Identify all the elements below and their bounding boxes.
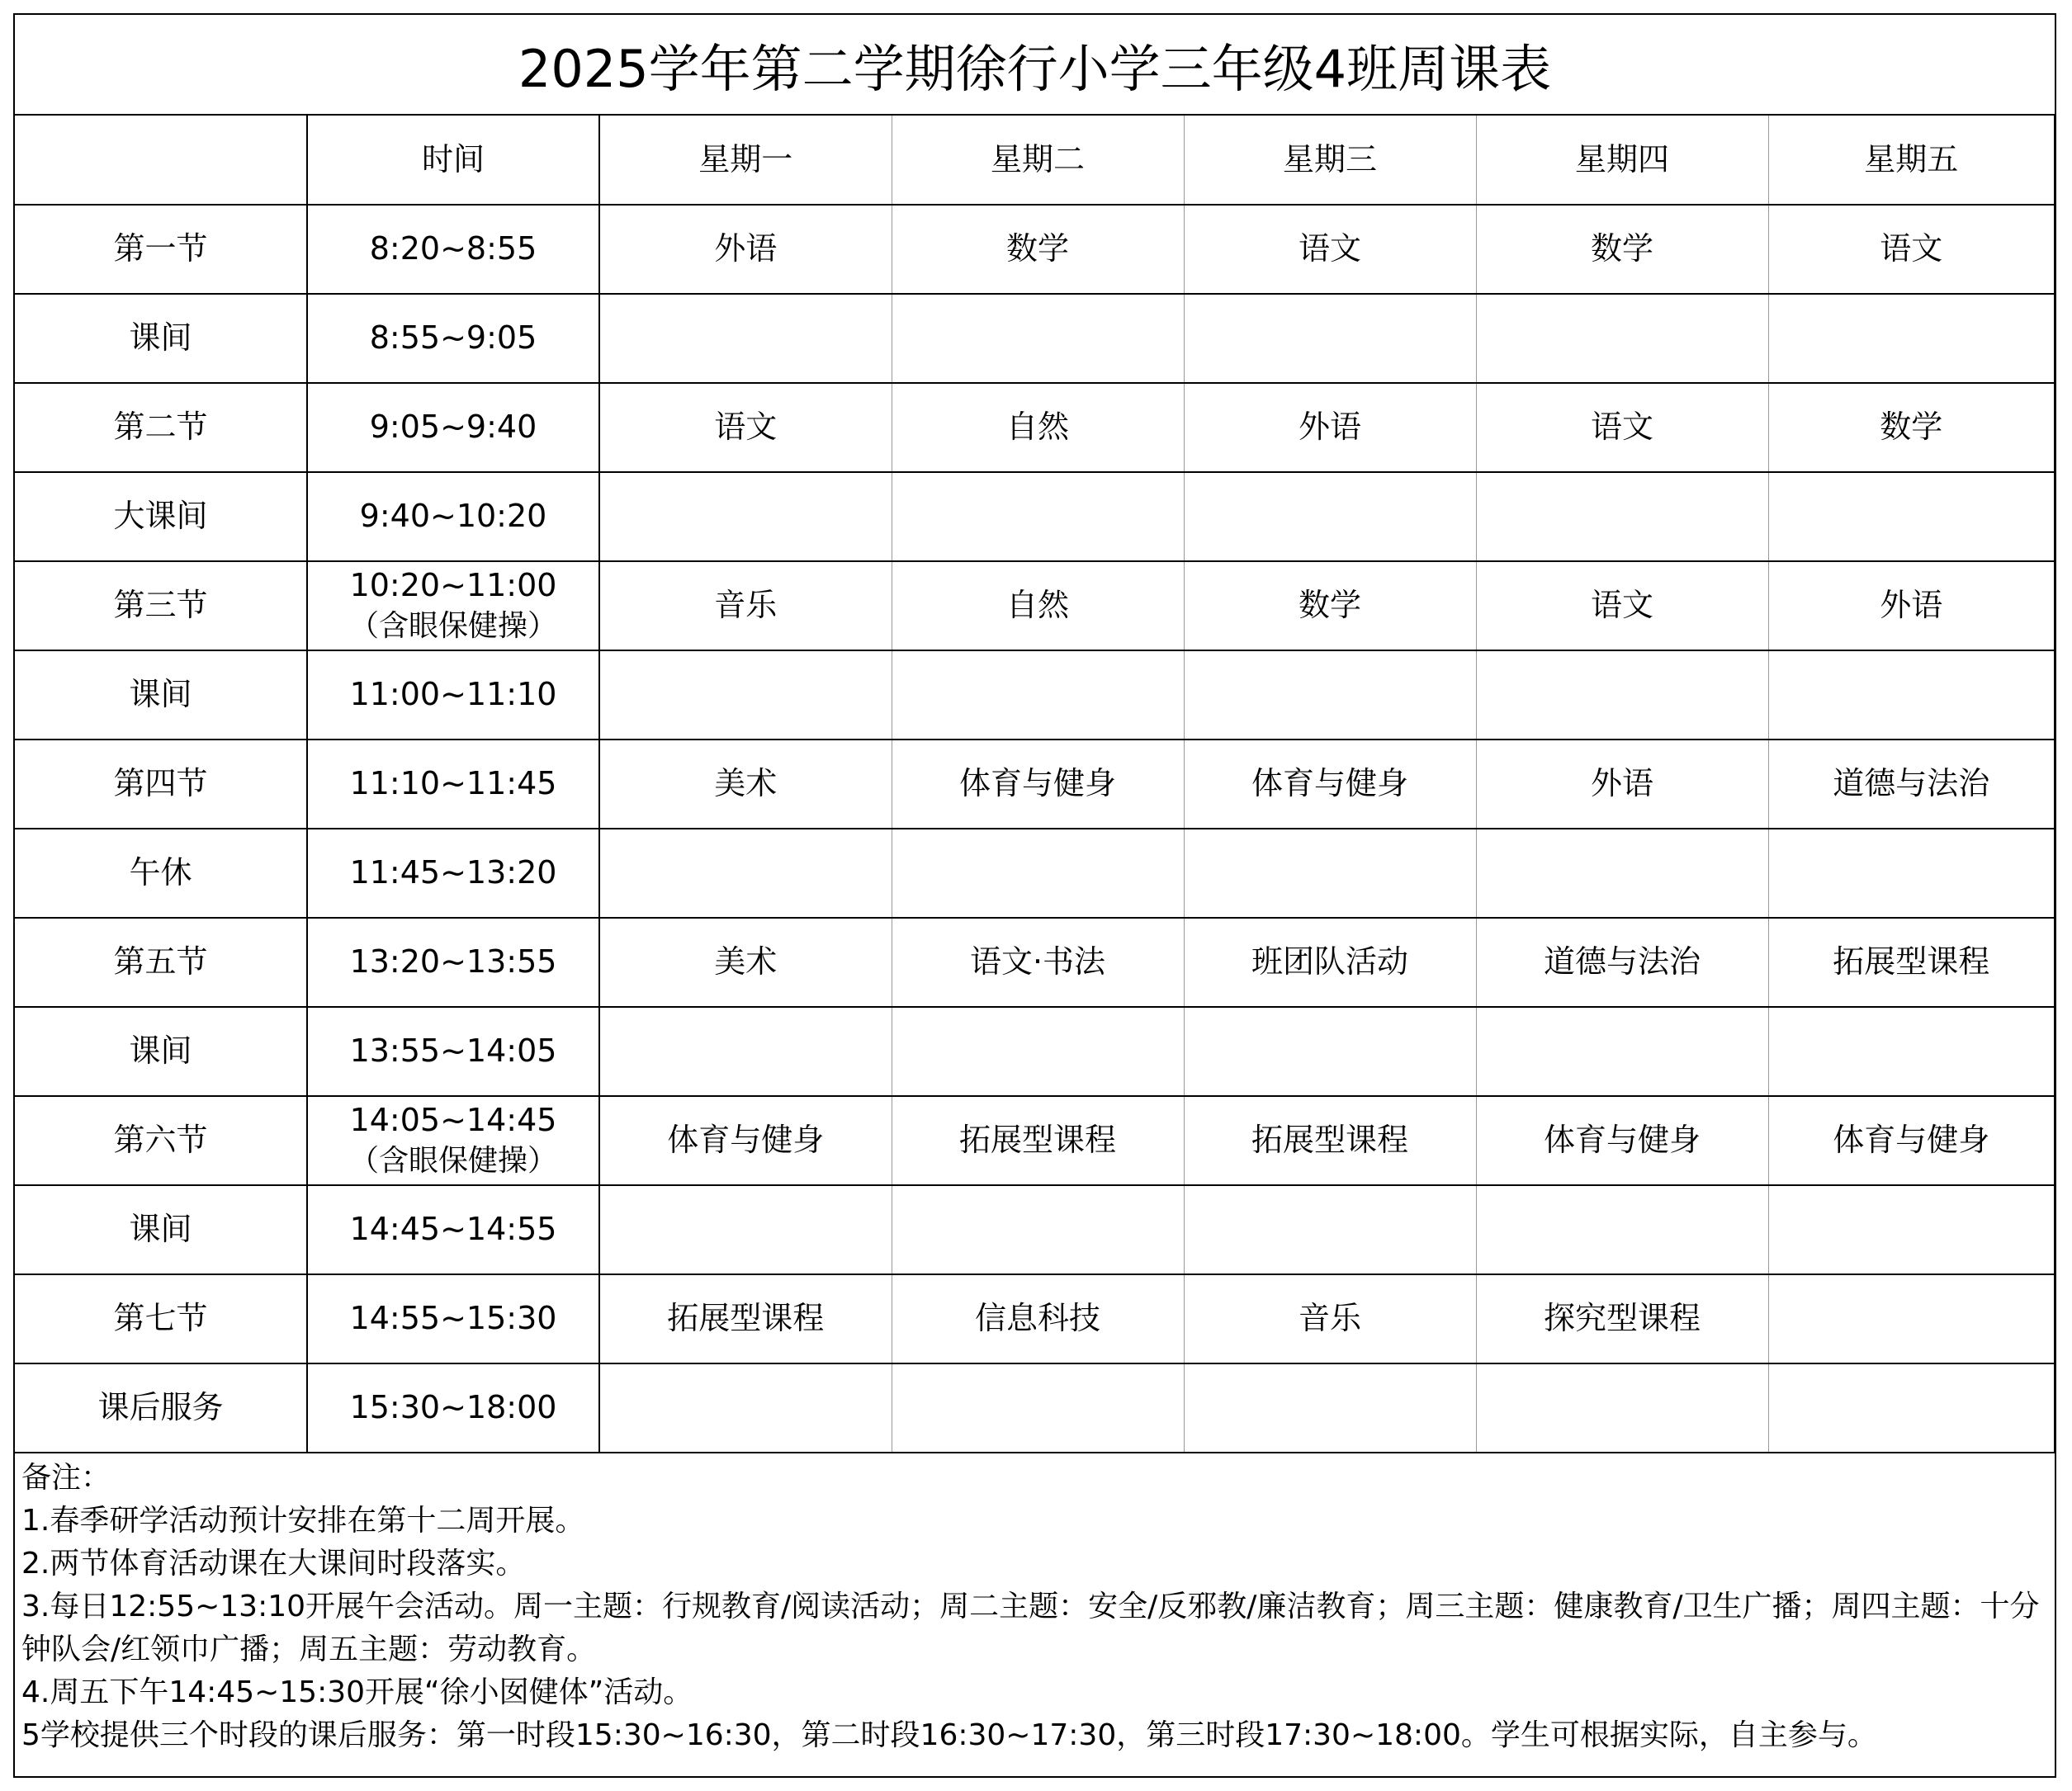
class-cell [1476,829,1768,918]
class-cell [1476,1185,1768,1274]
class-cell: 语文 [1476,561,1768,650]
class-cell: 音乐 [599,561,892,650]
time-range: 8:20~8:55 [369,230,537,267]
class-cell: 数学 [1184,561,1476,650]
period-cell: 课后服务 [15,1363,307,1453]
class-cell: 探究型课程 [1476,1274,1768,1363]
schedule-row [15,650,2055,740]
period-cell: 第二节 [15,383,307,472]
timetable-title: 2025学年第二学期徐行小学三年级4班周课表 [15,15,2055,116]
time-cell [307,1096,599,1185]
note-line: 5学校提供三个时段的课后服务：第一时段15:30~16:30，第二时段16:30~17:30，第三时段17:30~18:00。学生可根据实际，自主参与。 [21,1718,1877,1752]
period-cell: 第五节 [15,918,307,1007]
time-range: 8:55~9:05 [369,319,537,357]
class-cell: 拓展型课程 [599,1274,892,1363]
note-line: 1.春季研学活动预计安排在第十二周开展。 [21,1504,585,1538]
class-cell [1476,1363,1768,1453]
time-range: 10:20~11:00 [349,567,557,603]
class-cell [1184,294,1476,383]
class-cell: 语文 [1476,383,1768,472]
class-cell: 体育与健身 [1768,1096,2055,1185]
header-day-thu: 星期四 [1476,116,1768,205]
schedule-row [15,740,2055,829]
class-cell: 数学 [892,205,1184,294]
class-cell [892,1185,1184,1274]
class-cell [892,829,1184,918]
class-cell: 外语 [1184,383,1476,472]
header-time-cell: 时间 [307,116,599,205]
time-range: 11:45~13:20 [349,854,557,891]
time-cell [307,1185,599,1274]
class-cell: 班团队活动 [1184,918,1476,1007]
class-cell: 信息科技 [892,1274,1184,1363]
schedule-row [15,205,2055,294]
class-cell [1768,829,2055,918]
class-cell: 数学 [1476,205,1768,294]
schedule-row [15,1185,2055,1274]
time-cell [307,740,599,829]
class-cell [1768,1274,2055,1363]
header-blank-cell [15,116,307,205]
time-range: 14:55~15:30 [349,1300,557,1337]
time-range: 14:45~14:55 [349,1211,557,1248]
schedule-row [15,294,2055,383]
time-range: 11:00~11:10 [349,676,557,713]
note-line: 3.每日12:55~13:10开展午会活动。周一主题：行规教育/阅读活动；周二主题：安全/反邪教/廉洁教育；周三主题：健康教育/卫生广播；周四主题：十分 [21,1590,2040,1623]
class-cell: 道德与法治 [1476,918,1768,1007]
time-range: 14:05~14:45 [349,1102,557,1138]
class-cell [599,472,892,561]
class-cell: 拓展型课程 [1184,1096,1476,1185]
period-cell: 课间 [15,650,307,740]
time-cell [307,205,599,294]
class-cell [892,1363,1184,1453]
class-cell: 体育与健身 [1476,1096,1768,1185]
note-line: 钟队会/红领巾广播；周五主题：劳动教育。 [21,1633,597,1666]
class-cell: 外语 [1768,561,2055,650]
class-cell: 体育与健身 [1184,740,1476,829]
schedule-row [15,1096,2055,1185]
time-range: 11:10~11:45 [349,765,557,802]
class-cell: 语文 [1184,205,1476,294]
period-cell: 大课间 [15,472,307,561]
class-cell: 外语 [599,205,892,294]
class-cell: 自然 [892,561,1184,650]
time-range: 13:20~13:55 [349,943,557,981]
header-day-tue: 星期二 [892,116,1184,205]
period-cell: 课间 [15,1007,307,1096]
period-cell: 第六节 [15,1096,307,1185]
schedule-row [15,561,2055,650]
class-cell: 语文 [1768,205,2055,294]
class-cell: 拓展型课程 [1768,918,2055,1007]
class-cell [599,1185,892,1274]
class-cell [1768,472,2055,561]
class-cell [1476,650,1768,740]
class-cell [599,1007,892,1096]
class-cell: 体育与健身 [892,740,1184,829]
class-cell [599,650,892,740]
class-cell [892,1007,1184,1096]
class-cell [892,472,1184,561]
class-cell [1476,1007,1768,1096]
class-cell [599,829,892,918]
time-cell [307,561,599,650]
class-cell [1184,1363,1476,1453]
schedule-row [15,829,2055,918]
schedule-table [15,116,2055,1453]
note-line: 2.两节体育活动课在大课间时段落实。 [21,1547,526,1581]
period-cell: 课间 [15,294,307,383]
time-range: 9:05~9:40 [369,409,537,446]
header-day-wed: 星期三 [1184,116,1476,205]
time-cell [307,1274,599,1363]
class-cell: 数学 [1768,383,2055,472]
header-day-fri: 星期五 [1768,116,2055,205]
note-line: 4.周五下午14:45~15:30开展“徐小囡健体”活动。 [21,1675,693,1709]
notes-section [15,1453,2055,1757]
class-cell [1184,1185,1476,1274]
class-cell [892,650,1184,740]
period-cell: 第一节 [15,205,307,294]
class-cell: 美术 [599,918,892,1007]
period-cell: 午休 [15,829,307,918]
class-cell [1184,829,1476,918]
time-cell [307,829,599,918]
time-cell [307,294,599,383]
class-cell [1184,472,1476,561]
class-cell [1476,472,1768,561]
class-cell: 语文·书法 [892,918,1184,1007]
class-cell: 美术 [599,740,892,829]
class-cell: 音乐 [1184,1274,1476,1363]
time-note: （含眼保健操） [348,1144,557,1178]
period-cell: 第三节 [15,561,307,650]
period-cell: 第七节 [15,1274,307,1363]
time-cell [307,918,599,1007]
time-cell [307,1363,599,1453]
time-range: 15:30~18:00 [349,1389,557,1426]
schedule-row [15,1363,2055,1453]
header-day-mon: 星期一 [599,116,892,205]
class-cell [1184,1007,1476,1096]
schedule-row [15,383,2055,472]
class-cell [1768,1363,2055,1453]
time-cell [307,650,599,740]
notes-heading: 备注： [21,1461,111,1495]
schedule-row [15,1007,2055,1096]
time-note: （含眼保健操） [348,609,557,643]
class-cell: 拓展型课程 [892,1096,1184,1185]
header-row [15,116,2055,205]
class-cell [599,1363,892,1453]
timetable-sheet [13,13,2056,1778]
class-cell [892,294,1184,383]
schedule-row [15,918,2055,1007]
time-cell [307,1007,599,1096]
time-range: 9:40~10:20 [359,498,547,535]
class-cell [1476,294,1768,383]
class-cell: 自然 [892,383,1184,472]
class-cell [1768,1007,2055,1096]
schedule-row [15,472,2055,561]
class-cell: 体育与健身 [599,1096,892,1185]
class-cell: 外语 [1476,740,1768,829]
schedule-row [15,1274,2055,1363]
period-cell: 第四节 [15,740,307,829]
class-cell [599,294,892,383]
time-cell [307,383,599,472]
class-cell: 道德与法治 [1768,740,2055,829]
class-cell [1768,1185,2055,1274]
period-cell: 课间 [15,1185,307,1274]
time-cell [307,472,599,561]
class-cell [1768,650,2055,740]
class-cell: 语文 [599,383,892,472]
class-cell [1184,650,1476,740]
time-range: 13:55~14:05 [349,1033,557,1070]
class-cell [1768,294,2055,383]
